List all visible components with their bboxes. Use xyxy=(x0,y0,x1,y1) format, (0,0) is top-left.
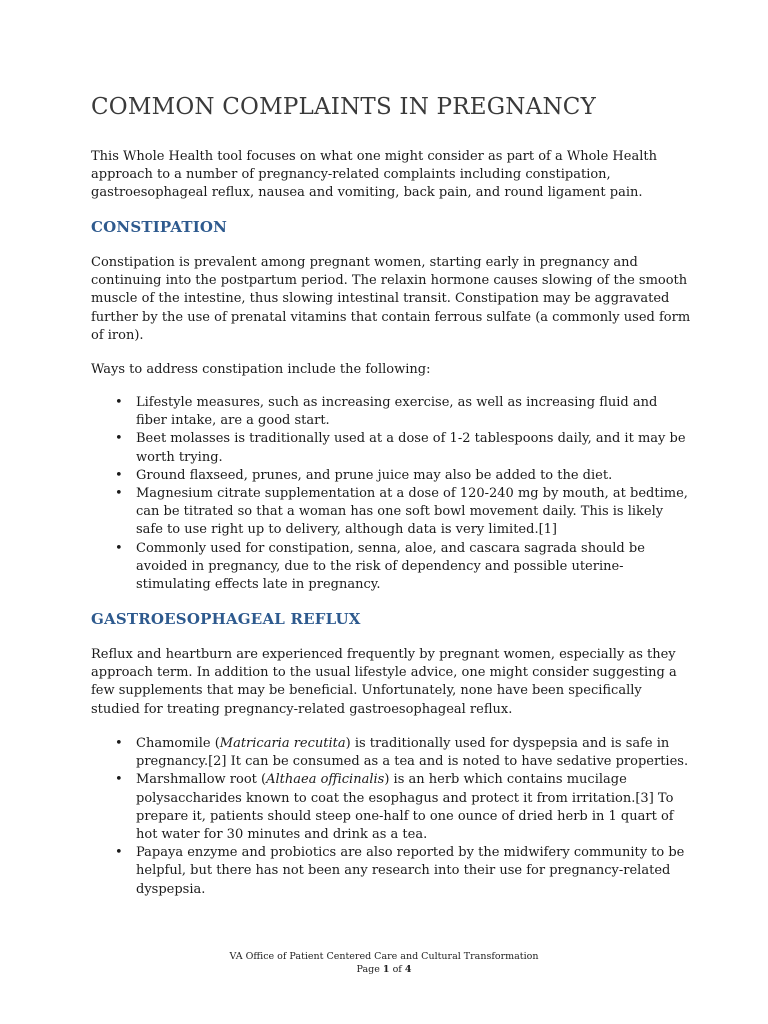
page-total: 4 xyxy=(404,964,412,975)
constipation-intro-line: Ways to address constipation include the following: xyxy=(91,362,431,377)
list-item xyxy=(91,735,691,771)
reflux-paragraph: Reflux and heartburn are experienced frequently by pregnant women, especially as they approach term. In addition to the usual lifestyle advice, one might consider suggesting a few supplements that may be beneficial. Unfortunately, none have been specifically studied for treating pregnancy-related gastroesophageal reflux. xyxy=(91,647,677,717)
list-item xyxy=(91,771,691,844)
list-item: • Papaya enzyme and probiotics are also reported by the midwifery community to be helpful, but there has not been any research into their use for pregnancy-related dyspepsia. xyxy=(91,844,691,899)
list-item: • Magnesium citrate supplementation at a dose of 120-240 mg by mouth, at bedtime, can be titrated so that a woman has one soft bowl movement daily. This is likely safe to use right up to delivery, although data is very limited.[1] xyxy=(91,485,691,540)
list-item: • Lifestyle measures, such as increasing exercise, as well as increasing fluid and fiber intake, are a good start. xyxy=(91,394,691,430)
page-of-label: of xyxy=(392,964,402,975)
list-item: • Beet molasses is traditionally used at a dose of 1-2 tablespoons daily, and it may be worth trying. xyxy=(91,430,691,466)
list-item: • Ground flaxseed, prunes, and prune juice may also be added to the diet. xyxy=(91,467,691,485)
page-title: COMMON COMPLAINTS IN PREGNANCY xyxy=(91,94,596,120)
list-item-text: ) is an herb which contains mucilage polysaccharides known to coat the esophagus and protect it from irritation.[3] To prepare it, patients should steep one-half to one ounce of dried herb in 1 quart of hot water for 30 minutes and drink as a tea. xyxy=(136,772,674,843)
section-heading-constipation: CONSTIPATION xyxy=(91,218,228,236)
constipation-list xyxy=(91,394,691,594)
list-item-text: ) is traditionally used for dyspepsia and is safe in pregnancy.[2] It can be consumed as a tea and is noted to have sedative properties. xyxy=(136,736,689,770)
latin-name: Althaea officinalis xyxy=(266,772,385,788)
reflux-list xyxy=(91,735,691,899)
latin-name: Matricaria recutita xyxy=(219,736,346,751)
page-current: 1 xyxy=(382,964,390,975)
intro-paragraph: This Whole Health tool focuses on what one might consider as part of a Whole Health approach to a number of pregnancy-related complaints including constipation, gastroesophageal reflux, nausea and vomiting, back pain, and round ligament pain. xyxy=(91,149,657,201)
constipation-paragraph: Constipation is prevalent among pregnant women, starting early in pregnancy and continuing into the postpartum period. The relaxin hormone causes slowing of the smooth muscle of the intestine, thus slowing intestinal transit. Constipation may be aggravated further by the use of prenatal vitamins that contain ferrous sulfate (a commonly used form of iron). xyxy=(91,255,691,343)
footer-organization: VA Office of Patient Centered Care and Cultural Transformation xyxy=(229,951,539,962)
footer-page-number xyxy=(0,964,768,975)
list-item: • Commonly used for constipation, senna, aloe, and cascara sagrada should be avoided in pregnancy, due to the risk of dependency and possible uterine-stimulating effects late in pregnancy. xyxy=(91,540,691,595)
page-label: Page xyxy=(356,964,380,975)
list-item-text: Marshmallow root ( xyxy=(136,772,267,788)
section-heading-reflux: GASTROESOPHAGEAL REFLUX xyxy=(91,610,361,628)
list-item-text: Chamomile ( xyxy=(136,736,220,751)
